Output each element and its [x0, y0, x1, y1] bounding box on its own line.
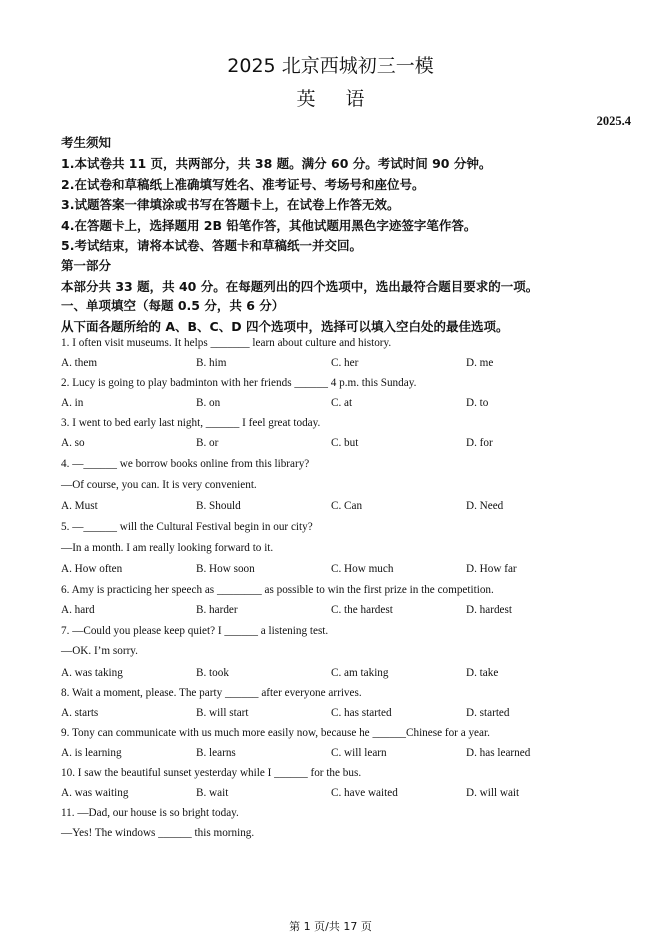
option-a: A. so [61, 437, 85, 449]
option-a: A. hard [61, 604, 95, 616]
option-a: A. starts [61, 707, 99, 719]
option-b: B. Should [196, 500, 241, 512]
part-heading: 第一部分 [61, 258, 112, 273]
exam-title: 2025 北京西城初三一模 [227, 55, 434, 77]
question-stem: 11. —Dad, our house is so bright today. [61, 807, 239, 819]
exam-date: 2025.4 [596, 114, 631, 128]
option-b: B. wait [196, 787, 229, 799]
option-a: A. was taking [61, 667, 123, 679]
notice-item: 2.在试卷和草稿纸上准确填写姓名、准考证号、考场号和座位号。 [61, 177, 425, 192]
question-response: —Of course, you can. It is very convenient. [61, 479, 257, 491]
option-c: C. her [331, 357, 359, 369]
option-d: D. hardest [466, 604, 512, 616]
option-c: C. have waited [331, 787, 398, 799]
option-d: D. has learned [466, 747, 531, 759]
option-b: B. learns [196, 747, 236, 759]
option-d: D. take [466, 667, 499, 679]
option-b: B. on [196, 397, 221, 409]
option-b: B. him [196, 357, 227, 369]
question-stem: 2. Lucy is going to play badminton with her friends ______ 4 p.m. this Sunday. [61, 377, 417, 389]
option-d: D. Need [466, 500, 504, 512]
notice-item: 4.在答题卡上，选择题用 2B 铅笔作答，其他试题用黑色字迹签字笔作答。 [61, 218, 477, 233]
page-number: 第 1 页/共 17 页 [289, 920, 372, 933]
option-a: A. them [61, 357, 98, 369]
question-stem: 7. —Could you please keep quiet? I ______ a listening test. [61, 625, 329, 637]
section-instruction: 从下面各题所给的 A、B、C、D 四个选项中，选择可以填入空白处的最佳选项。 [61, 319, 509, 334]
question-stem: 6. Amy is practicing her speech as ________ as possible to win the first prize in the competition. [61, 584, 494, 596]
notice-heading: 考生须知 [61, 135, 112, 150]
option-c: C. Can [331, 500, 363, 512]
question-stem: 8. Wait a moment, please. The party ______ after everyone arrives. [61, 687, 362, 699]
notice-item: 3.试题答案一律填涂或书写在答题卡上，在试卷上作答无效。 [61, 197, 400, 212]
option-c: C. the hardest [331, 604, 393, 616]
question-stem: 10. I saw the beautiful sunset yesterday while I ______ for the bus. [61, 767, 362, 779]
question-response: —OK. I’m sorry. [61, 645, 138, 657]
option-b: B. will start [196, 707, 249, 719]
subject-title: 英语 [296, 88, 395, 110]
option-d: D. started [466, 707, 510, 719]
option-d: D. will wait [466, 787, 520, 799]
question-response: —In a month. I am really looking forward to it. [61, 542, 274, 554]
notice-item: 5.考试结束，请将本试卷、答题卡和草稿纸一并交回。 [61, 238, 362, 253]
option-d: D. me [466, 357, 494, 369]
option-c: C. at [331, 397, 353, 409]
option-c: C. has started [331, 707, 392, 719]
option-a: A. in [61, 397, 84, 409]
option-b: B. took [196, 667, 229, 679]
option-d: D. for [466, 437, 493, 449]
option-c: C. am taking [331, 667, 389, 679]
option-b: B. or [196, 437, 219, 449]
question-stem: 4. —______ we borrow books online from this library? [61, 458, 310, 470]
option-a: A. is learning [61, 747, 122, 759]
option-a: A. How often [61, 563, 123, 575]
question-response: —Yes! The windows ______ this morning. [61, 827, 255, 839]
question-stem: 5. —______ will the Cultural Festival begin in our city? [61, 521, 313, 533]
option-a: A. was waiting [61, 787, 129, 799]
notice-item: 1.本试卷共 11 页，共两部分，共 38 题。满分 60 分。考试时间 90 分钟。 [61, 156, 492, 171]
option-b: B. How soon [196, 563, 255, 575]
part-description: 本部分共 33 题，共 40 分。在每题列出的四个选项中，选出最符合题目要求的一项。 [61, 279, 539, 294]
option-b: B. harder [196, 604, 238, 616]
option-c: C. will learn [331, 747, 387, 759]
option-d: D. How far [466, 563, 517, 575]
section-title: 一、单项填空（每题 0.5 分，共 6 分） [61, 298, 285, 313]
option-c: C. How much [331, 563, 394, 575]
question-stem: 1. I often visit museums. It helps _______ learn about culture and history. [61, 337, 392, 349]
question-stem: 9. Tony can communicate with us much more easily now, because he ______Chinese for a year. [61, 727, 490, 739]
option-d: D. to [466, 397, 489, 409]
option-a: A. Must [61, 500, 98, 512]
option-c: C. but [331, 437, 359, 449]
question-stem: 3. I went to bed early last night, ______ I feel great today. [61, 417, 321, 429]
